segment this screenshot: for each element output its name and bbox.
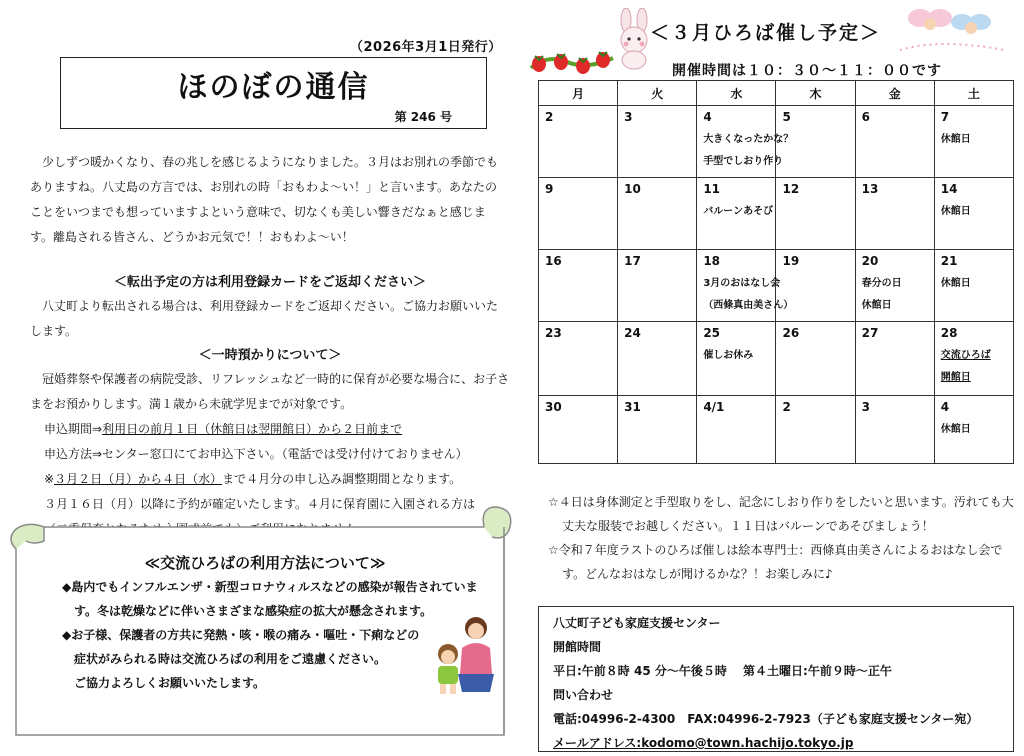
weekday-header-row <box>539 81 1014 106</box>
calendar-day-cell <box>934 178 1013 250</box>
weekday-header: 水 <box>697 81 776 106</box>
day-number: 20 <box>861 254 879 268</box>
period-value: 利用日の前月１日（休館日は翌開館日）から２日前まで <box>102 422 403 436</box>
email-address[interactable]: メールアドレス:kodomo@town.hachijo.tokyo.jp <box>553 736 854 750</box>
adjustment-dates: ３月２日（月）から４日（水） <box>54 472 223 486</box>
day-number: 23 <box>545 326 562 340</box>
intro-text <box>30 150 500 250</box>
schedule-notes <box>548 490 1018 586</box>
temporary-care-line: 冠婚葬祭や保護者の病院受診、リフレッシュなど一時的に保育が必要な場合に、お子さ <box>42 372 510 386</box>
event-label: 開館日 <box>940 372 971 383</box>
calendar-day-cell <box>539 322 618 396</box>
day-number: 3 <box>624 110 633 124</box>
day-number: 12 <box>782 182 800 196</box>
plaza-line: 症状がみられる時は交流ひろばの利用をご遠慮ください。 <box>74 652 387 666</box>
event-calendar <box>538 80 1014 464</box>
day-number: 11 <box>703 182 721 196</box>
event-label: 交流ひろば <box>940 350 991 361</box>
return-card-heading: ＜転出予定の方は利用登録カードをご返却ください＞ <box>113 275 426 290</box>
calendar-day-cell <box>697 396 776 464</box>
title-box <box>60 57 487 129</box>
weekday-header: 月 <box>539 81 618 106</box>
calendar-day-cell <box>539 250 618 322</box>
newsletter-title: ほのぼの通信 <box>177 70 370 105</box>
event-label: 大きくなったかな？ <box>703 134 794 145</box>
weekday-header: 金 <box>855 81 934 106</box>
adjustment-rest: まで４月分の申し込み調整期間となります。 <box>222 472 462 486</box>
return-card-text <box>30 294 508 344</box>
calendar-week-row <box>539 178 1014 250</box>
event-time: 開催時間は１０：３０～１１：００です <box>672 63 942 79</box>
application-method: 申込方法⇒センター窓口にてお申込下さい。（電話では受け付けておりません） <box>44 447 468 461</box>
day-number: 25 <box>703 326 721 340</box>
center-info-box <box>538 606 1014 752</box>
calendar-day-cell <box>855 250 934 322</box>
day-number: 6 <box>861 110 870 124</box>
application-period <box>30 417 510 442</box>
confirmation-line: ３月１６日（月）以降に予約が確定いたします。４月に保育園に入園される方は <box>44 497 476 511</box>
plaza-line: ご協力よろしくお願いいたします。 <box>74 676 266 690</box>
calendar-day-cell <box>776 322 855 396</box>
day-number: 14 <box>940 182 958 196</box>
calendar-day-cell <box>934 250 1013 322</box>
plaza-line: ◆お子様、保護者の方共に発熱・咳・喉の痛み・嘔吐・下痢などの <box>62 628 420 642</box>
calendar-day-cell <box>618 322 697 396</box>
day-number: 19 <box>782 254 800 268</box>
calendar-day-cell <box>776 178 855 250</box>
calendar-day-cell <box>855 178 934 250</box>
contact-label: 問い合わせ <box>553 688 614 702</box>
day-number: 16 <box>545 254 562 268</box>
calendar-day-cell <box>855 106 934 178</box>
plaza-usage-heading: ≪交流ひろばの利用方法について≫ <box>144 554 386 572</box>
calendar-week-row <box>539 322 1014 396</box>
calendar-day-cell <box>539 396 618 464</box>
note-line: ☆令和７年度ラストのひろば催しは絵本専門士：西條真由美さんによるおはなし会で <box>548 543 1003 557</box>
event-label: 休館日 <box>940 134 971 145</box>
day-number: 7 <box>940 110 950 124</box>
calendar-week-row <box>539 106 1014 178</box>
day-number: 31 <box>624 400 641 414</box>
weekday-header: 木 <box>776 81 855 106</box>
calendar-day-cell <box>618 396 697 464</box>
intro-line: ことをいつまでも想っていますよという意味で、切なくも美しい響きだなぁと感じま <box>30 205 486 219</box>
parent-child-illustration <box>428 612 508 696</box>
calendar-day-cell <box>855 322 934 396</box>
day-number: 18 <box>703 254 721 268</box>
calendar-day-cell <box>697 106 794 178</box>
day-number: 24 <box>624 326 641 340</box>
day-number: 30 <box>545 400 562 414</box>
calendar-week-row <box>539 396 1014 464</box>
event-label: （西條真由美さん） <box>703 300 794 311</box>
intro-line: す。離島される皆さん、どうかお元気で！！おもわよ～い！ <box>30 230 354 244</box>
return-card-line: 八丈町より転出される場合は、利用登録カードをご返却ください。ご協力お願いいた <box>42 299 499 313</box>
plaza-line: ◆島内でもインフルエンザ・新型コロナウィルスなどの感染が報告されていま <box>62 580 478 594</box>
calendar-day-cell <box>697 322 776 396</box>
event-label: 催しお休み <box>703 350 754 361</box>
calendar-day-cell <box>618 106 697 178</box>
day-number: 4/1 <box>703 400 725 414</box>
calendar-day-cell <box>934 322 1013 396</box>
day-number: 2 <box>545 110 554 124</box>
plaza-line: す。冬は乾燥などに伴いさまざまな感染症の拡大が懸念されます。 <box>74 604 433 618</box>
event-label: 休館日 <box>940 278 971 289</box>
day-number: 3 <box>861 400 870 414</box>
calendar-day-cell <box>697 178 776 250</box>
temporary-care-line: まをお預かりします。満１歳から未就学児までが対象です。 <box>30 397 353 411</box>
event-label: 春分の日 <box>861 278 902 289</box>
calendar-day-cell <box>776 396 855 464</box>
schedule-title: ＜３月ひろば催し予定＞ <box>650 22 882 44</box>
calendar-day-cell <box>618 178 697 250</box>
fairy-icon <box>900 4 1004 60</box>
day-number: 4 <box>703 110 712 124</box>
note-line: 丈夫な服装でお越しください。１１日はバルーンであそびましょう！ <box>562 519 934 533</box>
intro-line: 少しずつ暖かくなり、春の兆しを感じるようになりました。３月はお別れの季節でも <box>42 155 499 169</box>
calendar-day-cell <box>855 396 934 464</box>
calendar-day-cell <box>539 178 618 250</box>
day-number: 13 <box>861 182 879 196</box>
issue-number: 第 246 号 <box>394 110 452 124</box>
weekday-header: 土 <box>934 81 1013 106</box>
adjustment-period <box>30 467 510 492</box>
calendar-day-cell <box>934 396 1013 464</box>
return-card-line: します。 <box>30 324 78 338</box>
day-number: 2 <box>782 400 791 414</box>
event-label: バルーンあそび <box>703 206 774 217</box>
phone-fax: 電話:04996-2-4300 FAX:04996-2-7923（子ども家庭支援センター宛） <box>553 712 979 726</box>
event-label: 3月のおはなし会 <box>703 278 781 289</box>
event-label: 休館日 <box>940 206 971 217</box>
day-number: 27 <box>861 326 879 340</box>
temporary-care-heading: ＜一時預かりについて＞ <box>198 348 342 363</box>
issue-date: （2026年3月1日発行） <box>350 40 502 55</box>
period-label: 申込期間⇒ <box>44 422 103 436</box>
opening-hours: 平日:午前８時 45 分～午後５時 第４土曜日:午前９時～正午 <box>553 664 892 678</box>
hours-label: 開館時間 <box>553 640 602 654</box>
event-label: 手型でしおり作り <box>703 156 784 167</box>
day-number: 21 <box>940 254 958 268</box>
day-number: 5 <box>782 110 791 124</box>
intro-line: ありますね。八丈島の方言では、お別れの時「おもわよ～い！」と言います。あなたの <box>30 180 498 194</box>
note-line: ☆４日は身体測定と手型取りをし、記念にしおり作りをしたいと思います。汚れても大 <box>548 495 1014 509</box>
calendar-day-cell <box>618 250 697 322</box>
day-number: 10 <box>624 182 641 196</box>
center-name: 八丈町子ども家庭支援センター <box>553 616 721 630</box>
event-label: 休館日 <box>940 424 971 435</box>
day-number: 17 <box>624 254 641 268</box>
note-mark: ※ <box>44 472 55 486</box>
weekday-header: 火 <box>618 81 697 106</box>
day-number: 4 <box>940 400 950 414</box>
calendar-day-cell <box>934 106 1013 178</box>
note-line: す。どんなおはなしが聞けるかな？！お楽しみに♪ <box>562 567 833 581</box>
calendar-day-cell <box>539 106 618 178</box>
event-label: 休館日 <box>861 300 892 311</box>
plaza-usage-text <box>62 575 482 695</box>
strawberry-icon <box>527 40 617 76</box>
calendar-week-row <box>539 250 1014 322</box>
day-number: 26 <box>782 326 800 340</box>
day-number: 28 <box>940 326 958 340</box>
day-number: 9 <box>545 182 554 196</box>
